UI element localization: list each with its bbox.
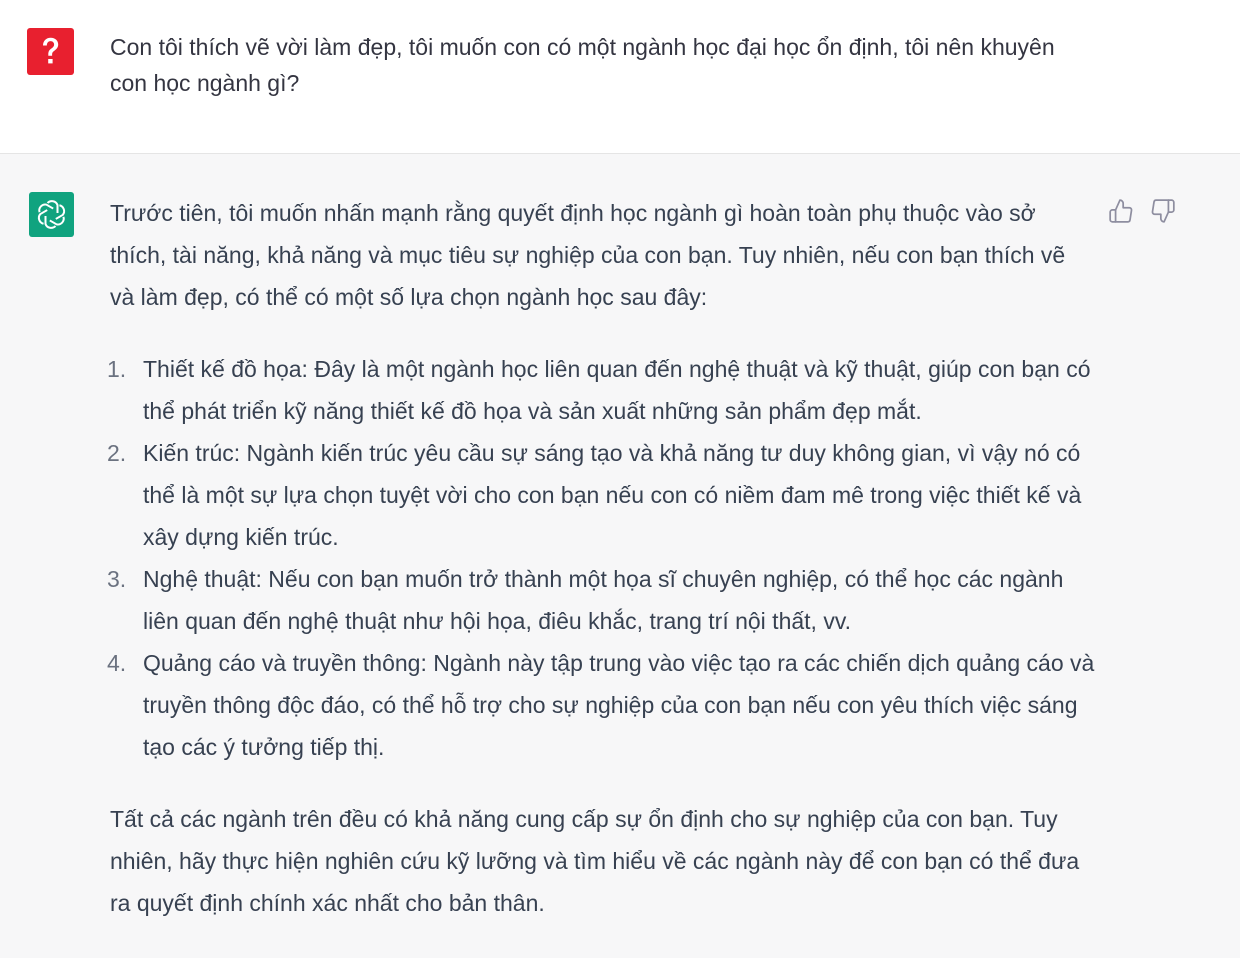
list-item-text: Thiết kế đồ họa: Đây là một ngành học liên quan đến nghệ thuật và kỹ thuật, giúp con bạn có thể phát triển kỹ năng thiết kế đồ họa và sản xuất những sản phẩm đẹp mắt. <box>143 356 1091 424</box>
list-item-number: 1. <box>107 356 127 382</box>
list-item-text: Kiến trúc: Ngành kiến trúc yêu cầu sự sáng tạo và khả năng tư duy không gian, vì vậy nó có thể là một sự lựa chọn tuyệt vời cho con bạn nếu con có niềm đam mê trong việc thiết kế và xây dựng kiến trúc. <box>143 440 1082 550</box>
assistant-message <box>0 154 1240 958</box>
question-mark-icon <box>27 28 74 75</box>
list-item <box>107 558 1095 642</box>
answer-list <box>107 348 1095 768</box>
feedback-controls <box>1108 198 1178 226</box>
list-item-number: 4. <box>107 650 127 676</box>
answer-intro: Trước tiên, tôi muốn nhấn mạnh rằng quyết định học ngành gì hoàn toàn phụ thuộc vào sở thích, tài năng, khả năng và mục tiêu sự nghiệp của con bạn. Tuy nhiên, nếu con bạn thích vẽ và làm đẹp, có thể có một số lựa chọn ngành học sau đây: <box>110 200 1066 310</box>
answer-conclusion: Tất cả các ngành trên đều có khả năng cung cấp sự ổn định cho sự nghiệp của con bạn. Tuy nhiên, hãy thực hiện nghiên cứu kỹ lưỡng và tìm hiểu về các ngành này để con bạn có thể đưa ra quyết định chính xác nhất cho bản thân. <box>110 806 1080 916</box>
list-item <box>107 348 1095 432</box>
list-item <box>107 432 1095 558</box>
list-item <box>107 642 1095 768</box>
thumbs-down-icon[interactable] <box>1150 198 1176 224</box>
openai-logo-icon <box>29 192 74 237</box>
question-text: Con tôi thích vẽ vời làm đẹp, tôi muốn con có một ngành học đại học ổn định, tôi nên khuyên con học ngành gì? <box>110 34 1055 96</box>
thumbs-up-icon[interactable] <box>1108 198 1134 224</box>
list-item-number: 2. <box>107 440 127 466</box>
list-item-text: Nghệ thuật: Nếu con bạn muốn trở thành một họa sĩ chuyên nghiệp, có thể học các ngành liên quan đến nghệ thuật như hội họa, điêu khắc, trang trí nội thất, vv. <box>143 566 1064 634</box>
answer-body <box>107 192 1095 924</box>
list-item-text: Quảng cáo và truyền thông: Ngành này tập trung vào việc tạo ra các chiến dịch quảng cáo và truyền thông độc đáo, có thể hỗ trợ cho sự nghiệp của con bạn nếu con yêu thích việc sáng tạo các ý tưởng tiếp thị. <box>143 650 1095 760</box>
list-item-number: 3. <box>107 566 127 592</box>
user-message <box>0 0 1240 154</box>
